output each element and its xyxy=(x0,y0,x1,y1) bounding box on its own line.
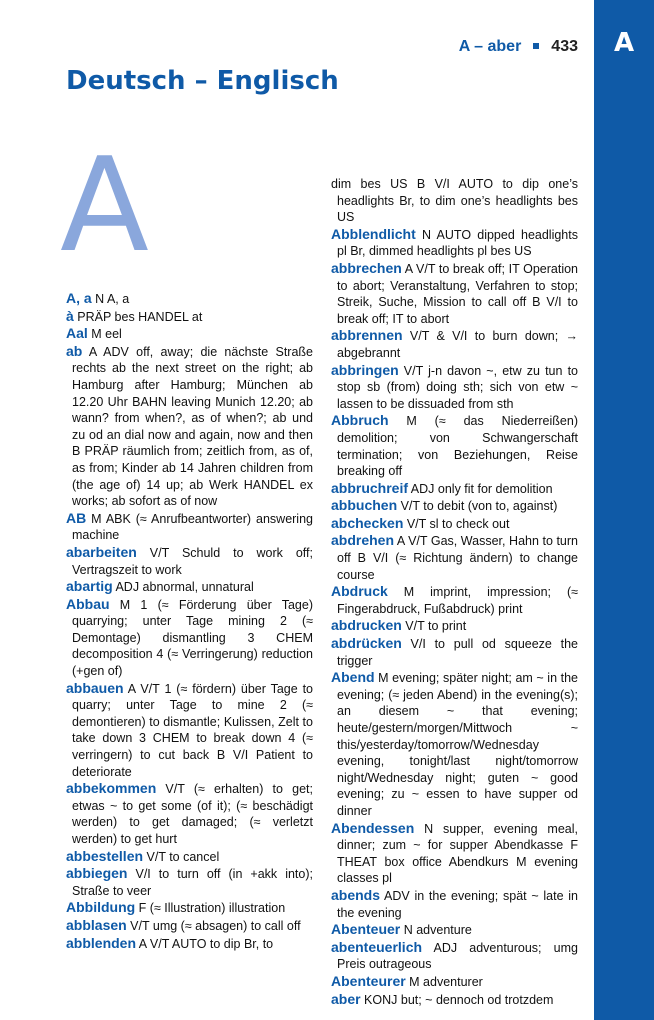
entry-definition: ADV in the evening; spät ~ late in the evening xyxy=(337,888,578,920)
entry-definition: A V/T Gas, Wasser, Hahn to turn off B V/I (≈ Richtung ändern) to change course xyxy=(337,534,578,582)
entry-headword: abbiegen xyxy=(66,865,128,882)
entry-headword: abbringen xyxy=(331,361,399,378)
entry-headword: abdrehen xyxy=(331,532,395,549)
thumb-tab xyxy=(594,0,654,1020)
entry-headword: abblenden xyxy=(66,934,137,951)
entry-definition: A V/T AUTO to dip Br, to xyxy=(136,936,274,951)
entry-headword: abbrechen xyxy=(331,259,402,276)
dictionary-entry xyxy=(66,935,313,953)
entry-definition: ADJ only fit for demolition xyxy=(408,481,553,496)
dictionary-entry xyxy=(331,497,578,515)
column-right xyxy=(331,176,578,1008)
entry-definition: V/I to pull od squeeze the trigger xyxy=(337,637,578,668)
entry-headword: Abblendlicht xyxy=(331,225,416,242)
entry-headword: abends xyxy=(331,886,381,903)
entry-headword: Abbruch xyxy=(331,412,389,429)
dictionary-entry xyxy=(331,176,578,226)
section-title: Deutsch – Englisch xyxy=(66,66,339,96)
entry-definition: M (≈ das Niederreißen) demolition; von Schwangerschaft termination; von Beziehungen, Reise breaking off xyxy=(337,414,578,479)
entry-definition: N supper, evening meal, dinner; zum ~ for supper Abendkasse F THEAT box office Abendkurs M evening classes pl xyxy=(337,821,578,886)
entry-definition: V/T to debit (von to, against) xyxy=(397,499,558,514)
entry-definition: N AUTO dipped headlights pl Br, dimmed headlights pl bes US xyxy=(337,227,578,259)
entry-headword: à xyxy=(66,307,74,324)
entry-definition: A V/T 1 (≈ fördern) über Tage to quarry; unter Tage to mine 2 (≈ demontieren) to dismantle; Kulissen, Zelt to take down 3 CHEM to break down 4 (≈ verringern) to cut back B V/I Patient to deteriorate xyxy=(72,681,313,779)
entry-definition: V/T (≈ erhalten) to get; etwas ~ to get some (of it); (≈ beschädigt werden) to get damaged; (≈ verletzt werden) to get hurt xyxy=(72,782,313,846)
entry-definition: N adventure xyxy=(400,923,472,938)
entry-definition: V/T sl to check out xyxy=(403,516,510,531)
entry-headword: Abenteurer xyxy=(331,972,406,989)
entry-headword: abbrennen xyxy=(331,327,403,344)
entry-definition: ADJ adventurous; umg Preis outrageous xyxy=(337,940,578,972)
entry-headword: Aal xyxy=(66,325,88,342)
entry-headword: abchecken xyxy=(331,514,404,531)
big-section-letter: A xyxy=(60,129,149,281)
dictionary-entry xyxy=(331,669,578,819)
dictionary-entry xyxy=(66,308,313,326)
dictionary-entry xyxy=(331,939,578,973)
entry-definition: PRÄP bes HANDEL at xyxy=(73,309,203,324)
dictionary-entry xyxy=(66,917,313,935)
dictionary-entry xyxy=(331,480,578,498)
dictionary-entry xyxy=(331,362,578,413)
entry-definition: dim bes US B V/I AUTO to dip one’s headlights Br, to dim one’s headlights bes US xyxy=(331,177,578,225)
dictionary-entry xyxy=(66,544,313,578)
entry-definition: V/T j-n davon ~, etw zu tun to stop sb (from) doing sth; sich von etw ~ lassen to be dissuaded from sth xyxy=(337,363,578,411)
entry-definition: N A, a xyxy=(91,292,130,306)
entry-definition: ADJ abnormal, unnatural xyxy=(112,580,254,595)
entry-headword: abdrucken xyxy=(331,617,402,634)
dictionary-entry xyxy=(331,973,578,991)
entry-definition: M eel xyxy=(87,327,122,342)
entry-definition: V/T Schuld to work off; Vertragszeit to work xyxy=(72,545,313,577)
entry-headword: abbauen xyxy=(66,679,124,696)
dictionary-entry xyxy=(331,991,578,1009)
entry-headword: Abend xyxy=(331,669,375,686)
entry-definition: F (≈ Illustration) illustration xyxy=(135,901,286,916)
entry-definition: M ABK (≈ Anrufbeantworter) answering machine xyxy=(72,511,313,543)
entry-definition: V/T & V/I to burn down; → abgebrannt xyxy=(337,329,578,360)
entry-headword: Abenteuer xyxy=(331,921,401,938)
dictionary-entry xyxy=(66,290,313,308)
entry-definition: KONJ but; ~ dennoch od trotzdem xyxy=(360,992,554,1007)
column-left xyxy=(66,290,313,952)
running-head-range: A – aber xyxy=(458,38,522,55)
entry-headword: Abbildung xyxy=(66,899,136,916)
entry-headword: abarbeiten xyxy=(66,543,137,560)
entry-headword: abbekommen xyxy=(66,780,157,797)
entry-definition: V/T to cancel xyxy=(143,849,220,864)
dictionary-entry xyxy=(66,343,313,510)
dictionary-entry xyxy=(331,515,578,533)
entry-headword: Abdruck xyxy=(331,583,388,600)
dictionary-entry xyxy=(331,887,578,921)
entry-headword: AB xyxy=(66,509,87,526)
entry-headword: abbruchreif xyxy=(331,479,409,496)
entry-definition: A ADV off, away; die nächste Straße rechts ab the next street on the right; ab Hamburg after Hamburg; München ab 12.20 Uhr BAHN leaving Munich 12.20; ab wann? from when?, as of when?; ab und zu od an dial now and again, now and then B PRÄP räumlich from; zeitlich from, as of, as from; Kinder ab 14 Jahren children from (the age of) 14 up; ab Werk HANDEL ex works; ab sofort as of now xyxy=(72,344,313,509)
dictionary-entry xyxy=(331,226,578,260)
dictionary-entry xyxy=(66,848,313,866)
entry-headword: abdrücken xyxy=(331,635,402,652)
entry-headword: abbestellen xyxy=(66,847,144,864)
entry-definition: M imprint, impression; (≈ Fingerabdruck, Fußabdruck) print xyxy=(337,585,578,616)
dictionary-entry xyxy=(331,583,578,617)
entry-headword: abblasen xyxy=(66,916,127,933)
entry-headword: Abbau xyxy=(66,595,110,612)
entry-definition: M evening; später night; am ~ in the evening; (≈ jeden Abend) in the evening(s); an diesem ~ that evening; heute/gestern/morgen/Mittwoch ~ this/yesterday/tomorrow/Wednesday evening, tonight/last night/tomorrow night/Wednesday night; guten ~ good evening; zu ~ essen to have supper od dinner xyxy=(337,671,578,818)
entry-definition: A V/T to break off; IT Operation to abort; Veranstaltung, Verfahren to stop; Streik, Suche, Mission to call off B V/I to break off; IT to abort xyxy=(337,261,578,326)
dictionary-entry xyxy=(331,617,578,635)
entry-definition: M 1 (≈ Förderung über Tage) quarrying; unter Tage mining 2 (≈ Demontage) dismantling 3 CHEM decomposition 4 (≈ Verringerung) reduction (+gen of) xyxy=(72,597,313,679)
entry-definition: V/I to turn off (in +akk into); Straße to veer xyxy=(72,867,313,898)
entry-definition: M adventurer xyxy=(405,974,483,989)
dictionary-entry xyxy=(331,635,578,669)
dictionary-entry xyxy=(331,327,578,361)
entry-definition: V/T to print xyxy=(401,619,467,634)
dictionary-entry xyxy=(66,325,313,343)
entry-headword: Abendessen xyxy=(331,819,415,836)
dictionary-entry xyxy=(66,510,313,544)
entry-headword: abbuchen xyxy=(331,497,398,514)
entry-headword: A, a xyxy=(66,290,92,306)
page-number: 433 xyxy=(551,38,578,55)
dictionary-entry xyxy=(331,820,578,887)
dictionary-entry xyxy=(331,260,578,327)
entry-headword: abartig xyxy=(66,578,113,595)
dictionary-entry xyxy=(66,780,313,847)
dictionary-entry xyxy=(66,596,313,680)
dictionary-entry xyxy=(66,865,313,899)
entry-headword: aber xyxy=(331,990,361,1007)
entry-definition: V/T umg (≈ absagen) to call off xyxy=(126,918,301,933)
dictionary-entry xyxy=(66,578,313,596)
dictionary-entry xyxy=(331,921,578,939)
dictionary-entry xyxy=(331,532,578,583)
dictionary-entry xyxy=(66,899,313,917)
entry-headword: ab xyxy=(66,342,83,359)
running-head xyxy=(459,38,578,56)
entry-headword: abenteuerlich xyxy=(331,938,423,955)
dictionary-entry xyxy=(331,412,578,479)
separator-square-icon xyxy=(533,43,539,49)
thumb-tab-letter: A xyxy=(613,28,635,58)
dictionary-entry xyxy=(66,680,313,781)
